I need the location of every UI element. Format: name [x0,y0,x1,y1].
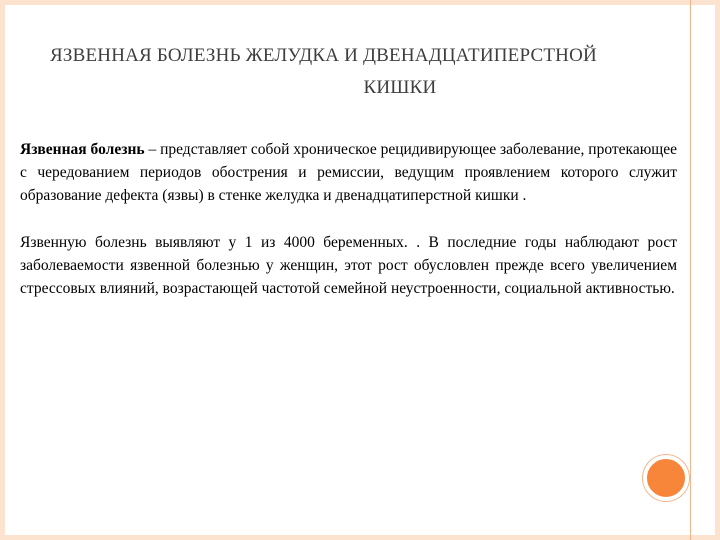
definition-term: Язвенная болезнь [20,141,145,158]
epidemiology-paragraph: Язвенную болезнь выявляют у 1 из 4000 беременных. . В последние годы наблюдают рост заболеваемости язвенной болезнью у женщин, этот рост обусловлен прежде всего увеличением стрессовых влияний, возрастающей частотой семейной неустроенности, социальной активностью. [20,234,677,297]
definition-text: – представляет собой хроническое рецидивирующее заболевание, протекающее с чередованием периодов обострения и ремиссии, ведущим проявлением которого служит образование дефекта (язвы) в стенке желудка и двенадцатиперстной кишки . [20,141,677,204]
slide-title [40,40,680,104]
slide-title-line-1: ЯЗВЕННАЯ БОЛЕЗНЬ ЖЕЛУДКА И ДВЕНАДЦАТИПЕРСТНОЙ [50,45,597,66]
right-divider-line [690,0,691,540]
definition-paragraph [20,138,677,207]
decorative-circle-icon [643,455,689,501]
slide-body [20,138,677,324]
slide-title-line-2: КИШКИ [363,77,437,98]
